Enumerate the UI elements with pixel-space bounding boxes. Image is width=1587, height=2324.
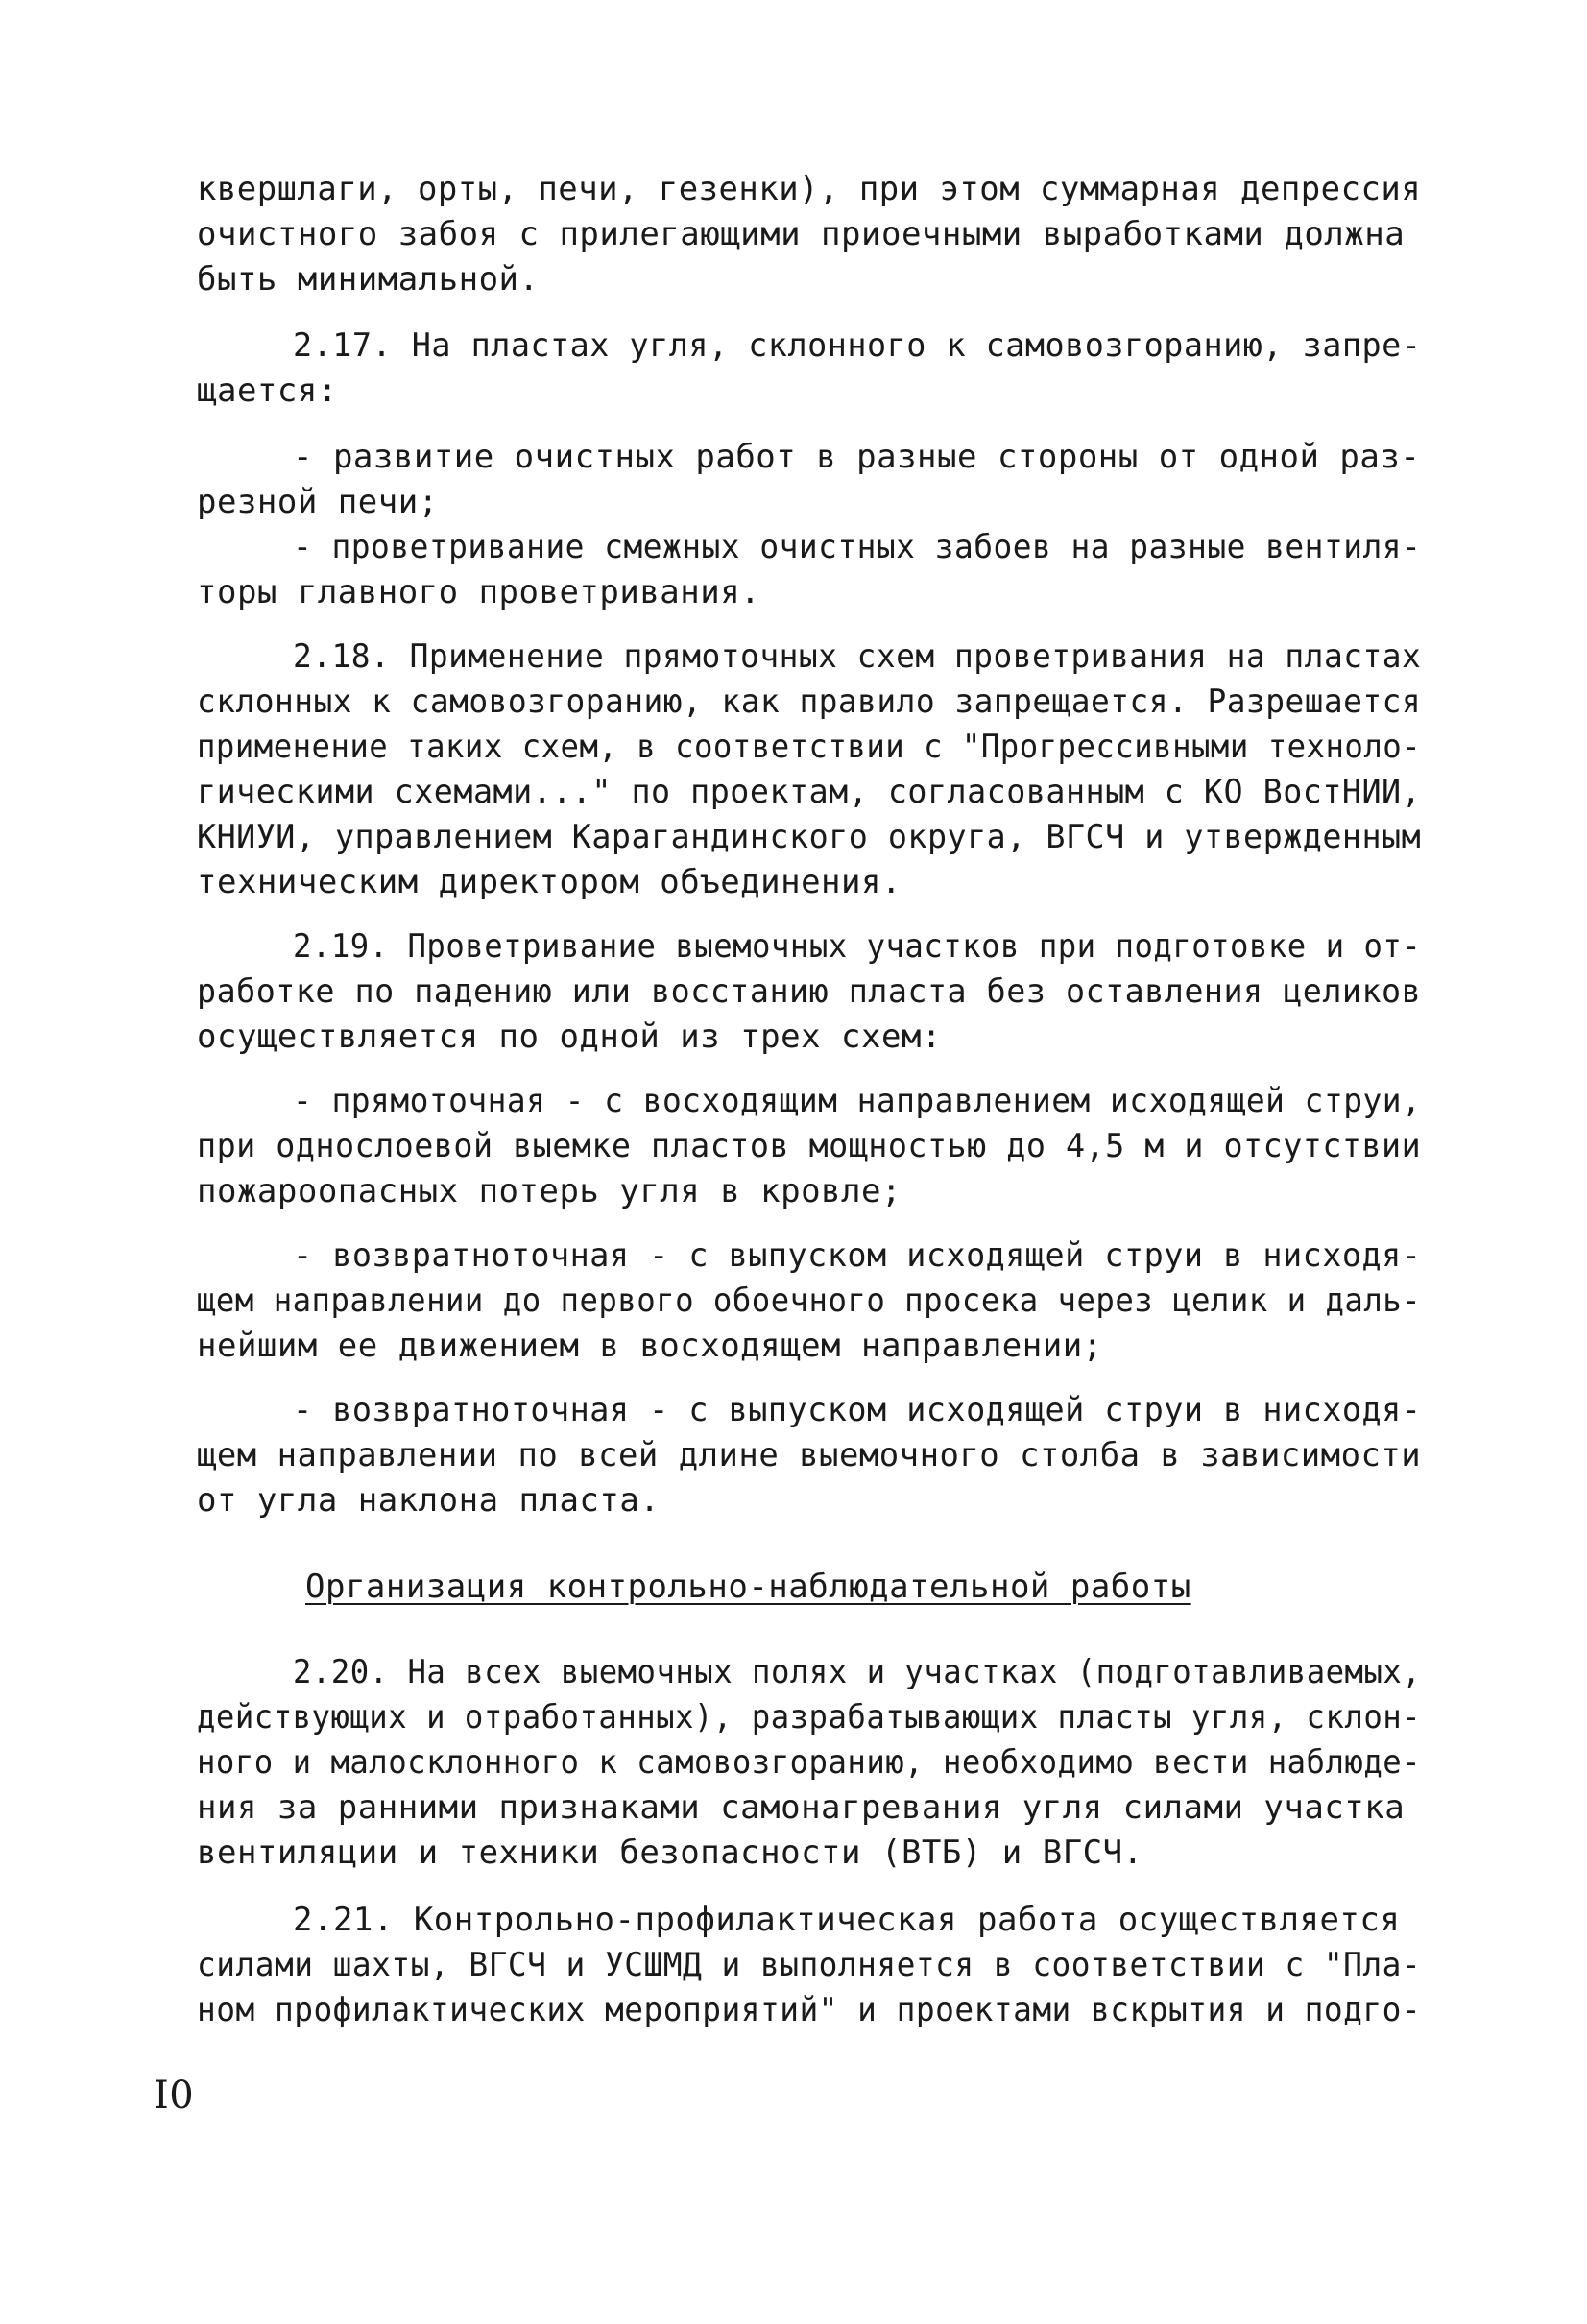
text-line: 2.20. На всех выемочных полях и участках (подготавливаемых, [293, 1653, 1422, 1691]
text-line: щем направлении по всей длине выемочного столба в зависимости [197, 1436, 1422, 1474]
text-line: при однослоевой выемке пластов мощностью до 4,5 м и отсутствии [197, 1127, 1422, 1165]
text-line: - прямоточная - с восходящим направлением исходящей струи, [293, 1082, 1422, 1120]
text-line: нейшим ее движением в восходящем направлении; [197, 1327, 1103, 1365]
text-line: применение таких схем, в соответствии с "Прогрессивными техноло- [197, 728, 1422, 766]
text-line: КНИУИ, управлением Карагандинского округа, ВГСЧ и утвержденным [197, 818, 1422, 856]
page-number: I0 [154, 2073, 195, 2118]
text-line: 2.18. Применение прямоточных схем проветривания на пластах [293, 637, 1422, 676]
text-line: гическими схемами..." по проектам, согласованным с КО ВостНИИ, [197, 773, 1422, 811]
text-line: ного и малосклонного к самовозгоранию, необходимо вести наблюде- [197, 1743, 1422, 1782]
text-line: техническим директором объединения. [197, 863, 902, 901]
text-line: вентиляции и техники безопасности (ВТБ) и ВГСЧ. [197, 1833, 1143, 1872]
section-heading: Организация контрольно-наблюдательной работы [305, 1568, 1191, 1606]
text-line: квершлаги, орты, печи, гезенки), при этом суммарная депрессия [197, 170, 1422, 208]
text-line: - проветривание смежных очистных забоев на разные вентиля- [293, 528, 1422, 566]
text-line: 2.19. Проветривание выемочных участков при подготовке и от- [293, 927, 1422, 966]
text-line: щается: [197, 371, 338, 410]
text-line: торы главного проветривания. [197, 573, 761, 611]
text-line: пожароопасных потерь угля в кровле; [197, 1172, 902, 1210]
text-line: - возвратноточная - с выпуском исходящей струи в нисходя- [293, 1236, 1422, 1275]
text-line: склонных к самовозгоранию, как правило запрещается. Разрешается [197, 683, 1422, 721]
text-line: - возвратноточная - с выпуском исходящей струи в нисходя- [293, 1391, 1422, 1429]
text-line: работке по падению или восстанию пласта без оставления целиков [197, 972, 1422, 1011]
text-line: осуществляется по одной из трех схем: [197, 1018, 942, 1056]
text-line: силами шахты, ВГСЧ и УСШМД и выполняется в соответствии с "Пла- [197, 1946, 1422, 1984]
text-line: щем направлении до первого обоечного просека через целик и даль- [197, 1282, 1422, 1320]
text-line: 2.21. Контрольно-профилактическая работа осуществляется [293, 1901, 1401, 1939]
text-line: 2.17. На пластах угля, склонного к самовозгоранию, запре- [293, 326, 1422, 365]
text-line: действующих и отработанных), разрабатывающих пласты угля, склон- [197, 1698, 1422, 1737]
text-line: ния за ранними признаками самонагревания угля силами участка [197, 1788, 1406, 1827]
text-line: от угла наклона пласта. [197, 1481, 661, 1520]
text-line: - развитие очистных работ в разные стороны от одной раз- [293, 438, 1421, 476]
text-line: очистного забоя с прилегающими приоечными выработками должна [197, 215, 1406, 253]
text-line: ном профилактических мероприятий" и проектами вскрытия и подго- [197, 1991, 1422, 2029]
text-line: быть минимальной. [197, 260, 540, 299]
text-line: резной печи; [197, 483, 439, 521]
